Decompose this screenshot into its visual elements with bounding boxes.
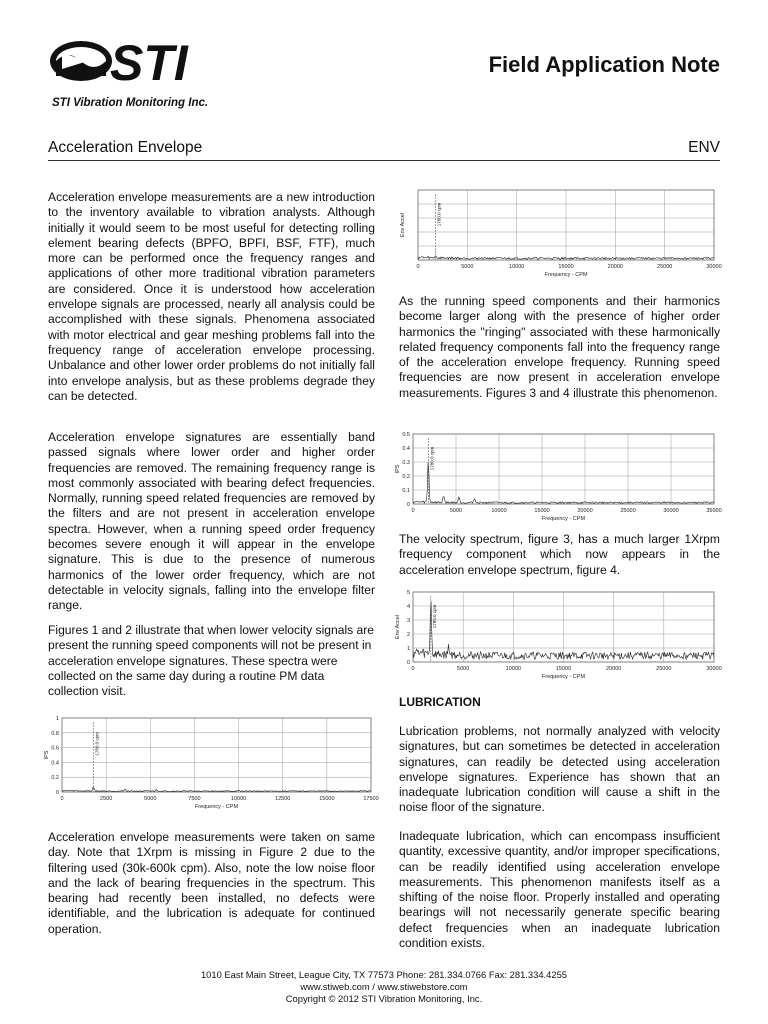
left-paragraph-1: Acceleration envelope measurements are a new introduction to the inventory available to vibration analysts. Although initially it would seem to be most useful for detecting rolling element bearing defects (BPFO, BPFI, BSF, FTF), much more can be performed once the frequency ranges and applications of other more traditional vibration parameters are considered. Once it is understood how acceleration envelope signals are processed, nearly all analysis could be accomplished with these signals. Phenomena associated with motor electrical and gear meshing problems fall into the frequency range of acceleration envelope processing. Unbalance and other lower order problems do not initially fall into envelope analysis, but as these problems degrade they can be detected. (48, 190, 375, 403)
footer-address: 1010 East Main Street, League City, TX 77573 Phone: 281.334.0766 Fax: 281.334.4255 (200, 969, 568, 980)
peak-annotation: 1780.0 cpm (94, 732, 100, 756)
x-tick-label: 10000 (230, 796, 247, 802)
y-tick-label: 0.4 (402, 446, 410, 452)
figure-1-chart (42, 712, 377, 812)
x-tick-label: 35000 (706, 508, 722, 514)
y-axis-label: Env Accel (400, 212, 406, 238)
y-tick-label: 0 (406, 502, 410, 508)
peak-annotation: 1780.0 cpm (431, 604, 437, 629)
x-tick-label: 15000 (558, 264, 574, 270)
section-title: Acceleration Envelope (48, 139, 203, 156)
figure-2-chart (398, 184, 720, 280)
x-tick-label: 15000 (555, 666, 572, 672)
y-tick-label: 0.5 (402, 432, 410, 438)
logo-text: STI (110, 35, 188, 91)
x-tick-label: 5000 (461, 264, 474, 270)
x-tick-label: 15000 (534, 508, 550, 514)
peak-annotation: 1780.0 cpm (429, 446, 435, 471)
section-code: ENV (688, 139, 720, 156)
y-tick-label: 2 (406, 632, 410, 638)
left-paragraph-2: Acceleration envelope signatures are essentially band passed signals where lower order and higher order frequencies are removed. The remaining frequency range is most commonly associated with bearing defect frequencies. Normally, running speed related frequencies are removed by the filters and are not present in acceleration envelope spectra. However, when a running speed order frequency becomes severe enough it will appear in the envelope signature. This is due to the presence of numerous harmonics of the lower order frequency, which are not detectable in velocity signals, falling into the envelope filter range. (48, 430, 375, 613)
y-tick-label: 0.3 (402, 460, 410, 466)
header-divider (48, 160, 720, 161)
y-tick-label: 0.6 (51, 745, 59, 752)
left-paragraph-4: Acceleration envelope measurements were taken on same day. Note that 1Xrpm is missing in Figure 2 due to the filtering used (30k-600k cpm). Also, note the low noise floor and the lack of bearing frequencies in the spectrum. This bearing had recently been installed, no defects were identifiable, and the lubrication is adequate for continued operation. (48, 830, 375, 936)
right-paragraph-3: Lubrication problems, not normally analyzed with velocity signatures, but can sometimes be detected in acceleration signatures, can readily be detected using acceleration envelope signatures. Experience has shown that an inadequate lubrication condition will cause a shift in the noise floor of the signature. (399, 724, 720, 815)
peak-annotation: 1780.0 cpm (436, 202, 442, 227)
x-axis-label: Frequency - CPM (544, 272, 588, 278)
footer-copyright: Copyright © 2012 STI Vibration Monitoring, Inc. (285, 993, 483, 1004)
x-tick-label: 15000 (319, 796, 335, 802)
y-axis-label: IPS (395, 464, 401, 474)
y-tick-label: 1 (55, 716, 59, 722)
right-paragraph-2: The velocity spectrum, figure 3, has a much larger 1Xrpm frequency component which now appears in the acceleration envelope spectrum, figure 4. (399, 532, 720, 577)
right-paragraph-1: As the running speed components and their harmonics become larger along with the presence of higher order harmonics the "ringing" associated with these harmonically related frequency components fall into the frequency range of the acceleration envelope frequency. Running speed frequencies are now present in acceleration envelope measurements. Figures 3 and 4 illustrate this phenomenon. (399, 294, 720, 400)
x-tick-label: 2500 (100, 796, 113, 802)
lubrication-heading: LUBRICATION (399, 695, 481, 709)
x-tick-label: 5000 (144, 796, 157, 802)
y-tick-label: 1 (406, 646, 410, 652)
x-tick-label: 10000 (491, 508, 507, 514)
x-tick-label: 17500 (363, 796, 379, 802)
sti-logo-graphic (48, 36, 228, 98)
x-tick-label: 0 (411, 666, 415, 672)
x-tick-label: 5000 (449, 508, 463, 514)
x-tick-label: 20000 (577, 508, 593, 514)
x-tick-label: 30000 (706, 264, 722, 270)
figure-3-chart (393, 428, 720, 524)
x-tick-label: 30000 (706, 666, 722, 672)
plot-frame (413, 434, 714, 504)
footer-website-links[interactable]: www.stiweb.com / www.stiwebstore.com (300, 981, 468, 992)
x-tick-label: 20000 (606, 666, 622, 672)
company-name: STI Vibration Monitoring Inc. (52, 97, 209, 109)
x-tick-label: 12500 (275, 796, 291, 802)
x-tick-label: 10000 (509, 264, 525, 270)
document-type-title: Field Application Note (488, 52, 720, 77)
right-paragraph-4: Inadequate lubrication, which can encompass insufficient quantity, excessive quantity, and/or improper specifications, can be readily identified using acceleration envelope measurements. This phenomenon manifests itself as a shifting of the noise floor. Properly installed and operating bearings will not necessarily generate specific bearing defect frequencies when an inadequate lubrication condition exists. (399, 829, 720, 951)
y-tick-label: 3 (406, 618, 410, 624)
y-tick-label: 0.2 (402, 474, 410, 480)
x-tick-label: 25000 (620, 508, 636, 514)
x-tick-label: 7500 (188, 796, 201, 802)
y-tick-label: 0.1 (402, 488, 410, 494)
x-axis-label: Frequency - CPM (541, 516, 586, 522)
x-tick-label: 25000 (656, 666, 672, 672)
y-tick-label: 0 (55, 790, 59, 796)
x-tick-label: 30000 (663, 508, 679, 514)
y-tick-label: 5 (406, 590, 410, 596)
x-tick-label: 20000 (607, 264, 623, 270)
y-tick-label: 0 (406, 660, 410, 666)
x-tick-label: 25000 (657, 264, 673, 270)
figure-4-chart (393, 586, 720, 682)
left-paragraph-3: Figures 1 and 2 illustrate that when lower velocity signals are present the running speed components will not be present in acceleration envelope signatures. These spectra were collected on the same day during a routine PM data collection visit. (48, 623, 375, 699)
y-tick-label: 0.8 (51, 730, 59, 737)
y-tick-label: 0.2 (51, 775, 59, 782)
x-tick-label: 5000 (457, 666, 470, 672)
x-axis-label: Frequency - CPM (194, 804, 239, 810)
company-logo (48, 36, 228, 98)
x-axis-label: Frequency - CPM (541, 674, 586, 680)
y-tick-label: 0.4 (51, 760, 59, 767)
x-tick-label: 0 (416, 264, 420, 270)
plot-frame (62, 718, 371, 792)
y-axis-label: IPS (44, 750, 50, 760)
y-tick-label: 4 (406, 604, 410, 610)
x-tick-label: 0 (411, 508, 415, 514)
y-axis-label: Env Accel (395, 614, 401, 640)
x-tick-label: 10000 (505, 666, 521, 672)
x-tick-label: 0 (60, 796, 64, 802)
